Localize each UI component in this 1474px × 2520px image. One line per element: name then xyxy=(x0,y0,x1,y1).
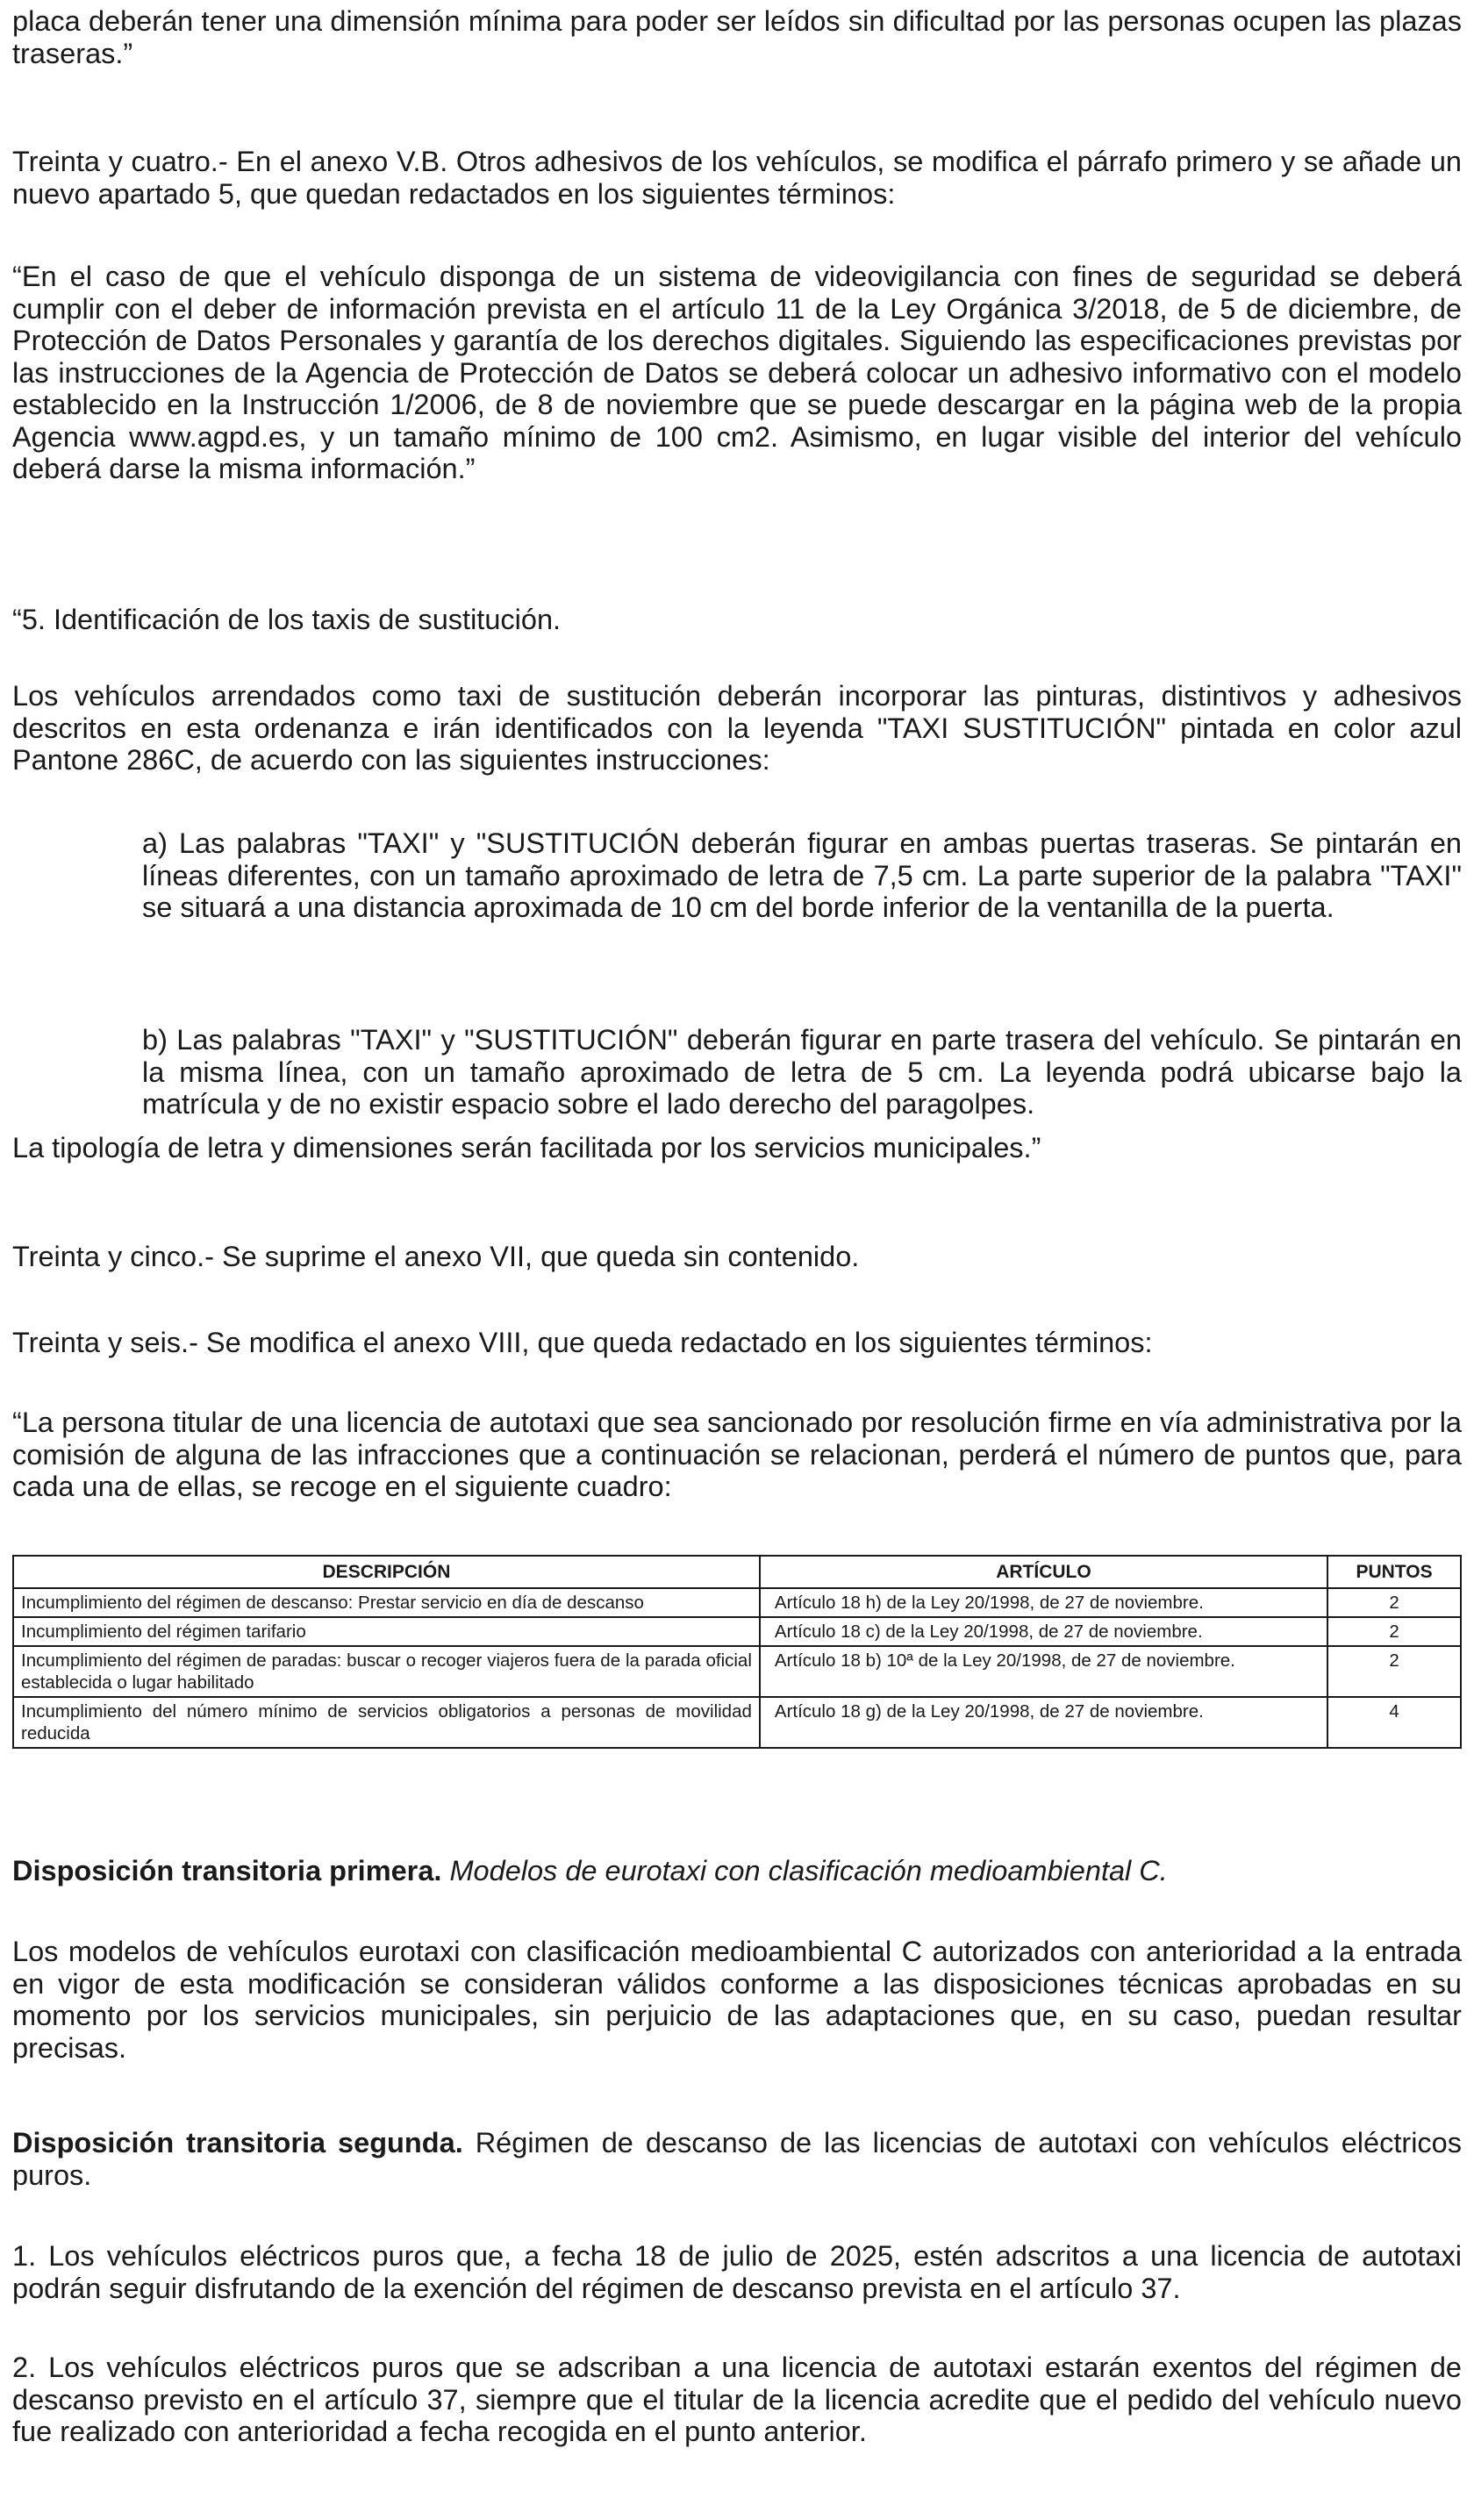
paragraph-persona-titular: “La persona titular de una licencia de autotaxi que sea sancionado por resolución firme en vía administrativa por la comisión de alguna de las infracciones que a continuación se relacionan, perderá el número de puntos que, para cada una de ellas, se recoge en el siguiente cuadro: xyxy=(12,1407,1462,1502)
cell-descripcion: Incumplimiento del número mínimo de servicios obligatorios a personas de movilidad reducida xyxy=(13,1697,760,1748)
disposicion-primera-title: Disposición transitoria primera. xyxy=(12,1855,442,1886)
cell-descripcion: Incumplimiento del régimen tarifario xyxy=(13,1617,760,1646)
paragraph-vehiculos-arrendados: Los vehículos arrendados como taxi de sustitución deberán incorporar las pinturas, distintivos y adhesivos descritos en esta ordenanza e irán identificados con la leyenda "TAXI SUSTITUCIÓN" pintada en color azul Pantone 286C, de acuerdo con las siguientes instrucciones: xyxy=(12,680,1462,776)
cell-articulo: Artículo 18 h) de la Ley 20/1998, de 27 de noviembre. xyxy=(760,1588,1327,1617)
paragraph-placa-continuation: placa deberán tener una dimensión mínima para poder ser leídos sin dificultad por las personas ocupen las plazas traseras.” xyxy=(12,5,1462,69)
paragraph-tipologia-letra: La tipología de letra y dimensiones serán facilitada por los servicios municipales.” xyxy=(12,1132,1041,1163)
cell-articulo: Artículo 18 g) de la Ley 20/1998, de 27 de noviembre. xyxy=(760,1697,1327,1748)
paragraph-treinta-y-seis: Treinta y seis.- Se modifica el anexo VIII, que queda redactado en los siguientes términos: xyxy=(12,1327,1153,1358)
disposicion-primera-subtitle: Modelos de eurotaxi con clasificación medioambiental C. xyxy=(449,1855,1168,1886)
paragraph-videovigilancia: “En el caso de que el vehículo disponga de un sistema de videovigilancia con fines de seguridad se deberá cumplir con el deber de información prevista en el artículo 11 de la Ley Orgánica 3/2018, de 5 de diciembre, de Protección de Datos Personales y garantía de los derechos digitales. Siguiendo las especificaciones previstas por las instrucciones de la Agencia de Protección de Datos se deberá colocar un adhesivo informativo con el modelo establecido en la Instrucción 1/2006, de 8 de noviembre que se puede descargar en la página web de la propia Agencia www.agpd.es, y un tamaño mínimo de 100 cm2. Asimismo, en lugar visible del interior del vehículo deberá darse la misma información.” xyxy=(12,261,1462,484)
heading-disposicion-transitoria-segunda xyxy=(12,2127,1462,2191)
column-header-articulo: ARTÍCULO xyxy=(760,1556,1327,1588)
cell-articulo: Artículo 18 b) 10ª de la Ley 20/1998, de 27 de noviembre. xyxy=(760,1646,1327,1697)
table-row xyxy=(13,1588,1461,1617)
table-row xyxy=(13,1617,1461,1646)
cell-puntos: 2 xyxy=(1327,1646,1461,1697)
list-item-b-parte-trasera: b) Las palabras "TAXI" y "SUSTITUCIÓN" deberán figurar en parte trasera del vehículo. Se pintarán en la misma línea, con un tamaño aproximado de letra de 5 cm. La leyenda podrá ubicarse bajo la matrícula y de no existir espacio sobre el lado derecho del paragolpes. xyxy=(142,1024,1462,1120)
paragraph-punto-1: 1. Los vehículos eléctricos puros que, a fecha 18 de julio de 2025, estén adscritos a una licencia de autotaxi podrán seguir disfrutando de la exención del régimen de descanso prevista en el artículo 37. xyxy=(12,2240,1462,2304)
paragraph-punto-2: 2. Los vehículos eléctricos puros que se adscriban a una licencia de autotaxi estarán exentos del régimen de descanso previsto en el artículo 37, siempre que el titular de la licencia acredite que el pedido del vehículo nuevo fue realizado con anterioridad a fecha recogida en el punto anterior. xyxy=(12,2352,1462,2447)
column-header-descripcion: DESCRIPCIÓN xyxy=(13,1556,760,1588)
disposicion-segunda-title: Disposición transitoria segunda. xyxy=(12,2127,463,2158)
table-header-row xyxy=(13,1556,1461,1588)
heading-taxis-sustitucion: “5. Identificación de los taxis de sustitución. xyxy=(12,604,562,635)
paragraph-treinta-y-cuatro: Treinta y cuatro.- En el anexo V.B. Otros adhesivos de los vehículos, se modifica el párrafo primero y se añade un nuevo apartado 5, que quedan redactados en los siguientes términos: xyxy=(12,146,1462,210)
cell-puntos: 2 xyxy=(1327,1617,1461,1646)
list-item-a-puertas-traseras: a) Las palabras "TAXI" y "SUSTITUCIÓN deberán figurar en ambas puertas traseras. Se pintarán en líneas diferentes, con un tamaño aproximado de letra de 7,5 cm. La parte superior de la palabra "TAXI" se situará a una distancia aproximada de 10 cm del borde inferior de la ventanilla de la puerta. xyxy=(142,827,1462,923)
table-row xyxy=(13,1697,1461,1748)
cell-descripcion: Incumplimiento del régimen de paradas: buscar o recoger viajeros fuera de la parada oficial establecida o lugar habilitado xyxy=(13,1646,760,1697)
paragraph-treinta-y-cinco: Treinta y cinco.- Se suprime el anexo VII, que queda sin contenido. xyxy=(12,1241,860,1272)
heading-disposicion-transitoria-primera xyxy=(12,1855,1462,1887)
cell-descripcion: Incumplimiento del régimen de descanso: Prestar servicio en día de descanso xyxy=(13,1588,760,1617)
table-row xyxy=(13,1646,1461,1697)
disposicion-segunda-subtitle: Régimen de descanso de las licencias de autotaxi con vehículos eléctricos puros. xyxy=(12,2127,1462,2191)
column-header-puntos: PUNTOS xyxy=(1327,1556,1461,1588)
points-table xyxy=(12,1555,1462,1749)
cell-puntos: 2 xyxy=(1327,1588,1461,1617)
paragraph-modelos-eurotaxi: Los modelos de vehículos eurotaxi con clasificación medioambiental C autorizados con anterioridad a la entrada en vigor de esta modificación se consideran válidos conforme a las disposiciones técnicas aprobadas en su momento por los servicios municipales, sin perjuicio de las adaptaciones que, en su caso, puedan resultar precisas. xyxy=(12,1936,1462,2064)
cell-puntos: 4 xyxy=(1327,1697,1461,1748)
cell-articulo: Artículo 18 c) de la Ley 20/1998, de 27 de noviembre. xyxy=(760,1617,1327,1646)
